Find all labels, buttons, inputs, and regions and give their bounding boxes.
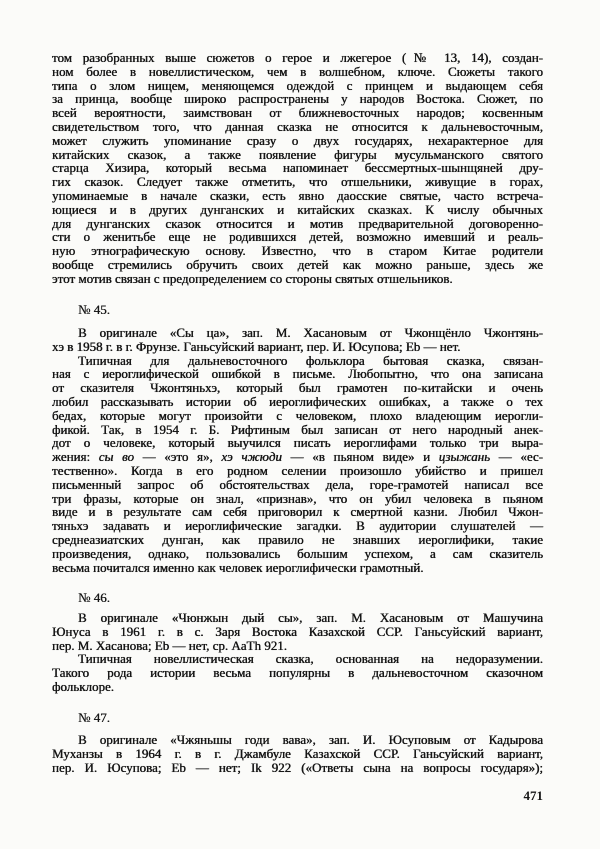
- text-line: Такого рода истории весьма популярны в дальневосточном сказочном: [52, 665, 543, 681]
- text-line: среднеазиатских дунган, как правило не знавших иероглифики, такие: [52, 531, 543, 547]
- text-line: Типичная новеллистическая сказка, основанная на недоразумении.: [78, 651, 543, 667]
- text-line: ную этнографическую основу. Известно, что в старом Китае родители: [52, 243, 543, 259]
- text-line: китайских сказок, а также появление фигуры мусульманского святого: [52, 146, 543, 162]
- text-line: от сказителя Чжонтяньхэ, который был грамотен по-китайски и очень: [52, 380, 543, 396]
- text-line: свидетельством того, что данная сказка не относится к дальневосточным,: [52, 118, 543, 134]
- text-line: хэ в 1958 г. в г. Фрунзе. Ганьсуйский вариант, пер. И. Юсупова; Eb — нет.: [52, 338, 461, 354]
- text-line: упоминаемые в начале сказки, есть явно даосские святые, часто встреча-: [52, 187, 543, 203]
- text-line: ющиеся и в других дунганских и китайских сказках. К числу обычных: [52, 201, 543, 217]
- section-47-text: [52, 733, 543, 774]
- text-segment: — «ес-: [490, 449, 544, 465]
- section-heading-47: № 47.: [78, 710, 110, 725]
- text-line: за принца, вообще широко распространены у народов Востока. Сюжет, по: [52, 91, 543, 107]
- text-line: три фразы, которые он знал, «признав», что он убил человека в пьяном: [52, 490, 543, 506]
- text-line: Типичная для дальневосточного фольклора бытовая сказка, связан-: [78, 352, 543, 368]
- text-line: В оригинале «Чюнжын дый сы», зап. М. Хасановым от Машучина: [78, 610, 543, 625]
- italic-term: сы во: [98, 449, 134, 465]
- text-line: старца Хизира, который весьма напоминает бессмертных-шынщяней дру-: [52, 160, 543, 176]
- text-line: Муханзы в 1964 г. в г. Джамбуле Казахской ССР. Ганьсуйский вариант,: [52, 745, 543, 761]
- text-line: любил рассказывать истории об иероглифических ошибках, а также о тех: [52, 393, 543, 409]
- text-line: Юнуса в 1961 г. в с. Заря Востока Казахской ССР. Ганьсуйский вариант,: [52, 623, 543, 639]
- text-line: типа о злом нищем, меняющемся одеждой с принцем и выдающем себя: [52, 77, 543, 93]
- text-line: произведения, однако, пользовались большим успехом, а сам сказитель: [52, 545, 543, 561]
- text-line: фольклоре.: [52, 678, 114, 694]
- text-line: вообще стремились обручить своих детей как можно раньше, здесь же: [52, 256, 543, 272]
- text-line: ном более в новеллистическом, чем в волшебном, ключе. Сюжеты такого: [52, 63, 543, 79]
- text-line: для дунганских сказок относится и мотив предварительной договоренно-: [52, 215, 543, 231]
- text-line: дот о человеке, который выучился писать иероглифами только три выра-: [52, 435, 543, 451]
- text-line: весьма почитался именно как человек иероглифически грамотный.: [52, 559, 424, 575]
- italic-term: цзыжань: [438, 449, 491, 465]
- text-line: В оригинале «Сы ца», зап. М. Хасановым от Чжонщёнло Чжонтянь-: [78, 325, 543, 340]
- text-line: всей вероятности, заимствован от ближневосточных народов; косвенным: [52, 105, 543, 121]
- page-number: 471: [523, 788, 543, 803]
- text-segment: — «в пьяном виде» и: [281, 449, 439, 465]
- text-line: виде и в результате сам себя приговорил к смертной казни. Любил Чжон-: [52, 504, 543, 520]
- text-line: пер. И. Юсупова; Eb — нет; Ik 922 («Ответы сына на вопросы государя»);: [52, 759, 543, 775]
- section-heading-45: № 45.: [78, 302, 110, 317]
- text-line: может служить упоминание сразу о двух государях, нехарактерное для: [52, 132, 543, 148]
- section-heading-46: № 46.: [78, 590, 110, 605]
- text-line: сти о женитьбе еще не родившихся детей, возможно имевший и реаль-: [52, 229, 543, 245]
- text-line: В оригинале «Чжяньшы годи вава», зап. И. Юсуповым от Кадырова: [78, 732, 543, 747]
- section-45-text: [52, 326, 543, 574]
- intro-text-block: [52, 51, 543, 286]
- text-line: тественно». Когда в его родном селении произошло убийство и пришел: [52, 462, 543, 478]
- text-line: бедах, которые могут произойти с человеком, плохо владеющим иерогли-: [52, 407, 543, 423]
- text-line: ная с иероглифической ошибкой в письме. Любопытно, что она записана: [52, 366, 543, 382]
- text-segment: — «это я»,: [133, 449, 222, 465]
- text-segment: жения:: [52, 449, 99, 465]
- text-line: этот мотив связан с предопределением со стороны святых отшельников.: [52, 270, 453, 286]
- italic-term: хэ чжюди: [221, 449, 282, 465]
- text-line: фикой. Так, в 1954 г. Б. Рифтиным был записан от него народный анек-: [52, 421, 543, 437]
- text-line: том разобранных выше сюжетов о герое и лжегерое (№ 13, 14), создан-: [52, 50, 543, 65]
- text-line: письменный запрос об обстоятельствах дела, горе-грамотей написал все: [52, 476, 543, 492]
- text-line: гих сказок. Следует также отметить, что отшельники, живущие в горах,: [52, 174, 543, 190]
- section-46-text: [52, 611, 543, 694]
- text-line: пер. М. Хасанова; Eb — нет, ср. AaTh 921.: [52, 637, 287, 653]
- text-line: [52, 450, 543, 464]
- text-line: тяньхэ задавать и иероглифические загадки. В аудитории слушателей —: [52, 518, 543, 534]
